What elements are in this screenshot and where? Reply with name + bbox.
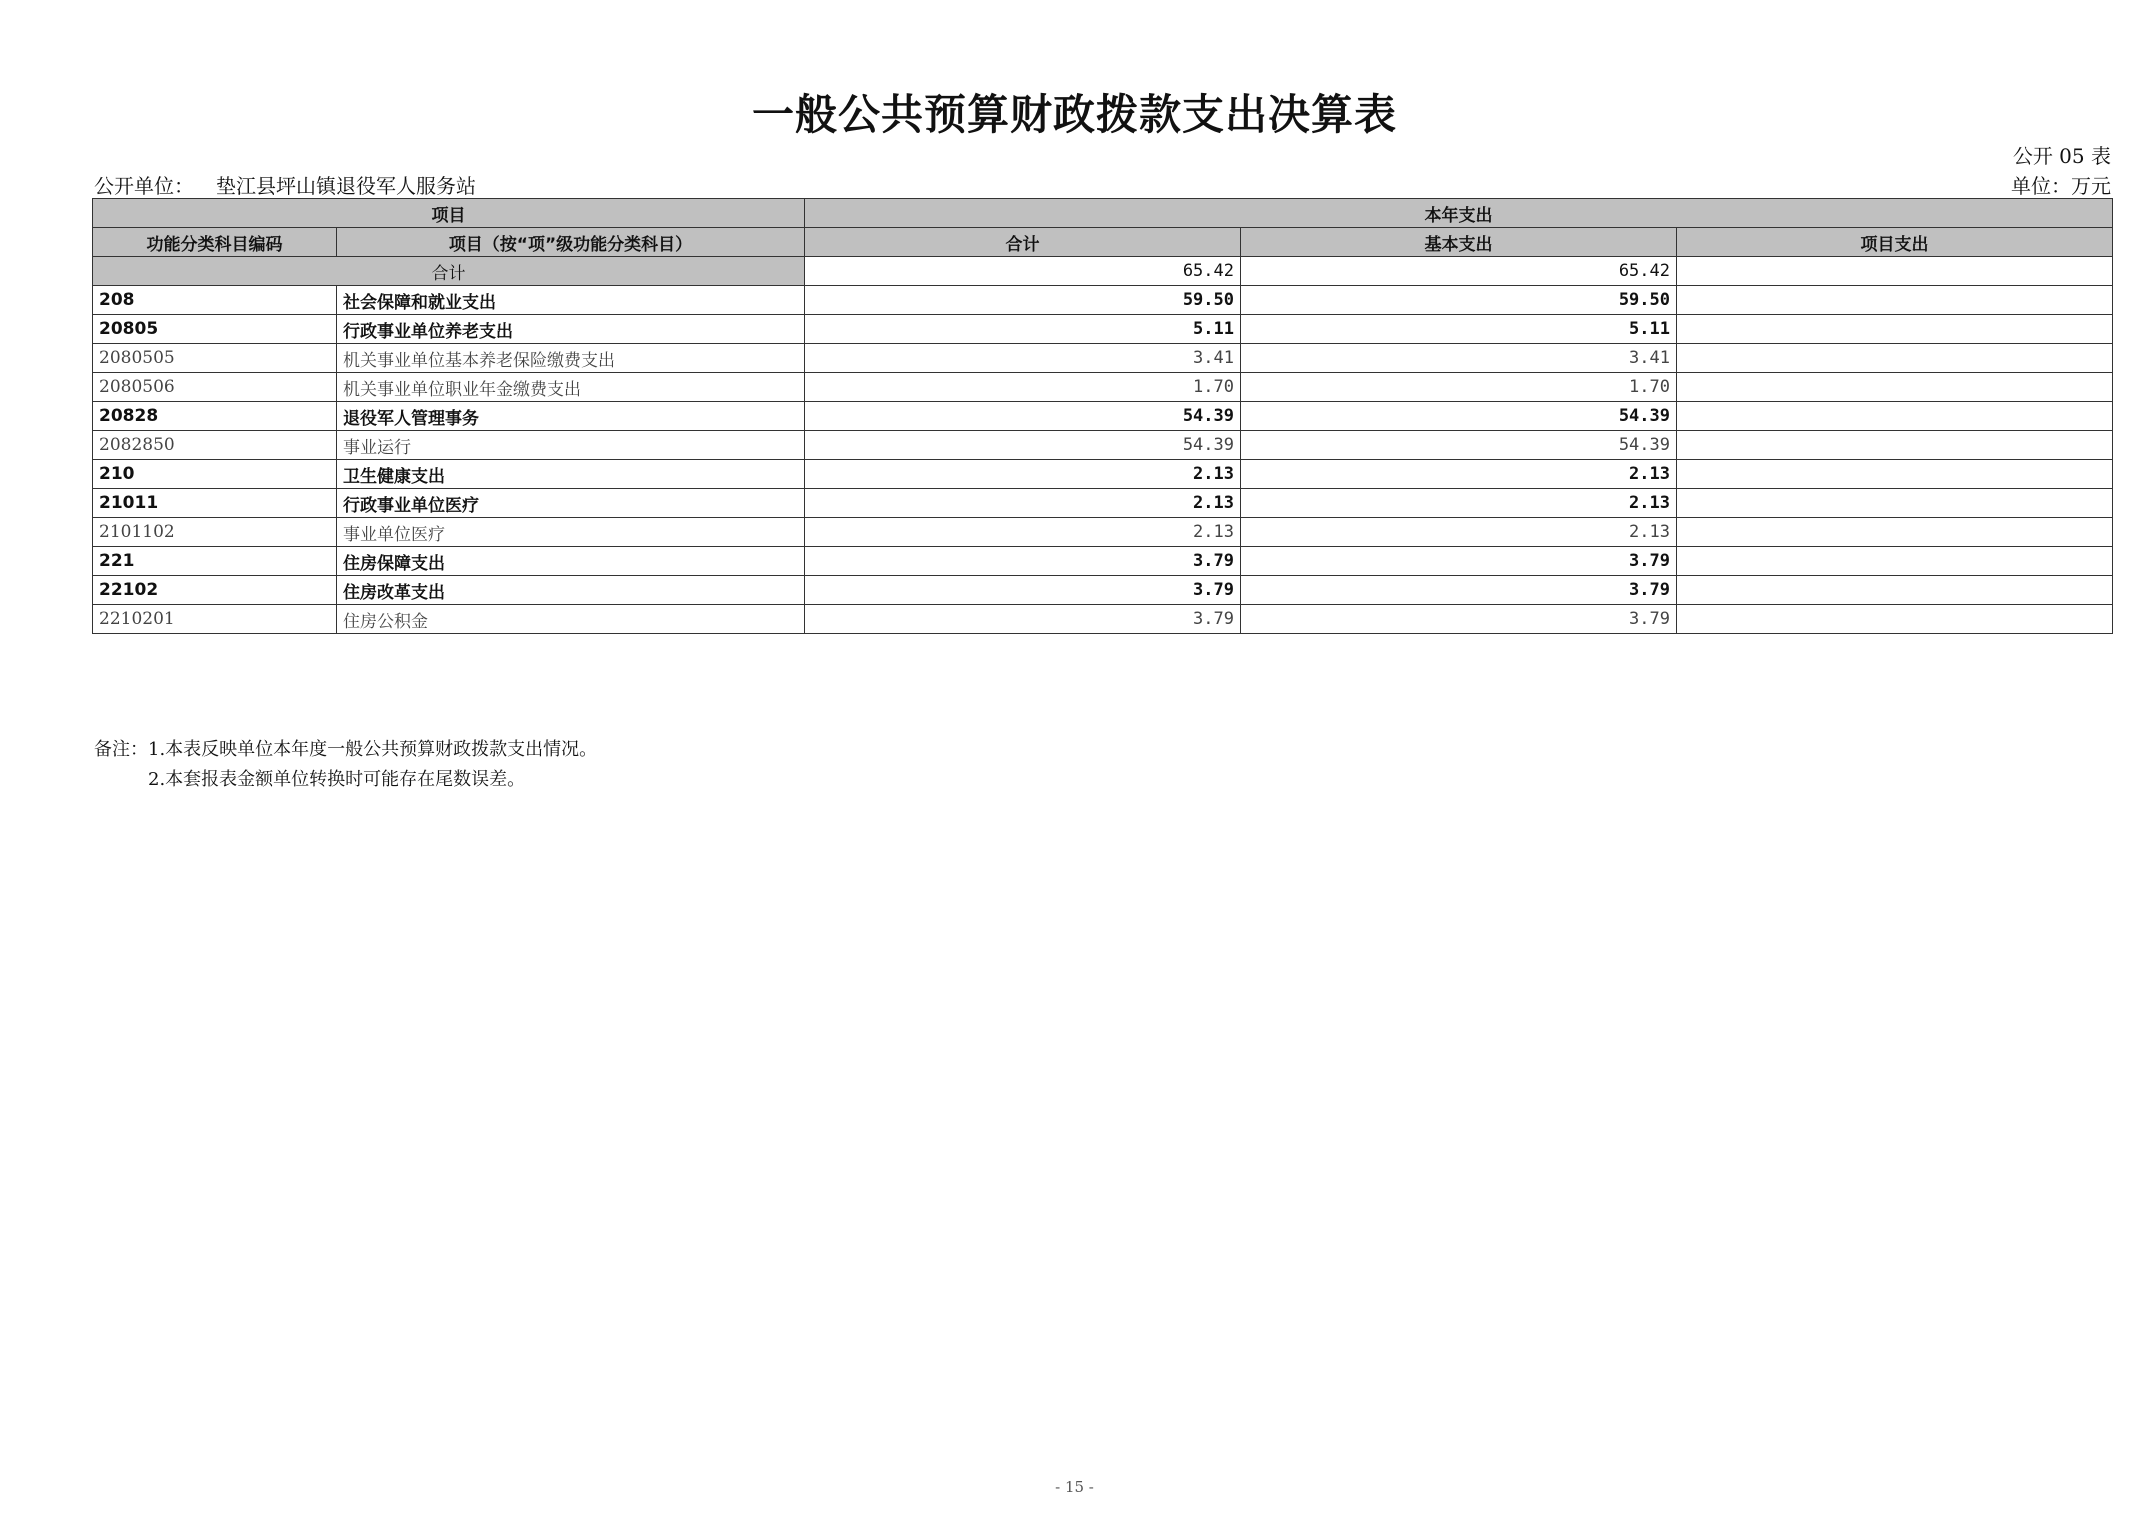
table-row (93, 431, 2113, 460)
row-project (1677, 576, 2113, 605)
total-project (1677, 257, 2113, 286)
header-project: 项目 (93, 199, 805, 228)
page-title: 一般公共预算财政拨款支出决算表 (751, 90, 1397, 139)
row-total: 2.13 (805, 518, 1241, 547)
row-basic: 54.39 (1241, 431, 1677, 460)
table-row (93, 286, 2113, 315)
row-total: 2.13 (805, 489, 1241, 518)
note-line-1: 备注：1.本表反映单位本年度一般公共预算财政拨款支出情况。 (94, 739, 598, 760)
row-project (1677, 489, 2113, 518)
total-amount: 65.42 (805, 257, 1241, 286)
row-project (1677, 402, 2113, 431)
table-row (93, 518, 2113, 547)
row-name: 卫生健康支出 (337, 460, 805, 489)
table-row (93, 344, 2113, 373)
header-project-expenditure: 项目支出 (1677, 228, 2113, 257)
row-basic: 3.41 (1241, 344, 1677, 373)
row-name: 行政事业单位养老支出 (337, 315, 805, 344)
row-basic: 2.13 (1241, 489, 1677, 518)
row-project (1677, 431, 2113, 460)
header-basic: 基本支出 (1241, 228, 1677, 257)
table-row (93, 576, 2113, 605)
row-project (1677, 344, 2113, 373)
row-total: 5.11 (805, 315, 1241, 344)
row-total: 3.79 (805, 605, 1241, 634)
row-name: 住房保障支出 (337, 547, 805, 576)
money-unit: 单位：万元 (2011, 174, 2111, 198)
header-code: 功能分类科目编码 (93, 228, 337, 257)
row-project (1677, 315, 2113, 344)
row-basic: 3.79 (1241, 547, 1677, 576)
total-label: 合计 (93, 257, 805, 286)
row-code: 2080505 (93, 344, 337, 373)
table-row (93, 605, 2113, 634)
row-name: 行政事业单位医疗 (337, 489, 805, 518)
row-code: 208 (93, 286, 337, 315)
row-total: 2.13 (805, 460, 1241, 489)
row-basic: 54.39 (1241, 402, 1677, 431)
page-number: - 15 - (1055, 1478, 1094, 1496)
row-total: 59.50 (805, 286, 1241, 315)
reporting-unit-label: 公开单位： (94, 174, 194, 198)
row-total: 54.39 (805, 431, 1241, 460)
row-basic: 3.79 (1241, 605, 1677, 634)
row-code: 2101102 (93, 518, 337, 547)
row-project (1677, 286, 2113, 315)
table-row (93, 402, 2113, 431)
total-row (93, 257, 2113, 286)
row-name: 事业单位医疗 (337, 518, 805, 547)
table-row (93, 489, 2113, 518)
expenditure-table (92, 198, 2113, 634)
header-item: 项目（按“项”级功能分类科目） (337, 228, 805, 257)
reporting-unit-name: 垫江县坪山镇退役军人服务站 (216, 174, 476, 198)
row-project (1677, 518, 2113, 547)
table-row (93, 373, 2113, 402)
row-project (1677, 605, 2113, 634)
notes (94, 735, 597, 795)
row-total: 3.79 (805, 547, 1241, 576)
row-basic: 59.50 (1241, 286, 1677, 315)
row-total: 1.70 (805, 373, 1241, 402)
row-code: 221 (93, 547, 337, 576)
note-line-2: 2.本套报表金额单位转换时可能存在尾数误差。 (148, 769, 526, 790)
row-basic: 2.13 (1241, 518, 1677, 547)
row-code: 21011 (93, 489, 337, 518)
row-name: 事业运行 (337, 431, 805, 460)
row-name: 机关事业单位职业年金缴费支出 (337, 373, 805, 402)
table-row (93, 547, 2113, 576)
row-basic: 2.13 (1241, 460, 1677, 489)
row-basic: 1.70 (1241, 373, 1677, 402)
row-name: 退役军人管理事务 (337, 402, 805, 431)
row-project (1677, 460, 2113, 489)
row-name: 住房公积金 (337, 605, 805, 634)
row-code: 2082850 (93, 431, 337, 460)
header-current-year: 本年支出 (805, 199, 2113, 228)
row-name: 社会保障和就业支出 (337, 286, 805, 315)
row-basic: 3.79 (1241, 576, 1677, 605)
row-code: 2210201 (93, 605, 337, 634)
row-code: 20828 (93, 402, 337, 431)
row-total: 3.41 (805, 344, 1241, 373)
header-total: 合计 (805, 228, 1241, 257)
row-code: 210 (93, 460, 337, 489)
reporting-unit (94, 170, 476, 199)
total-basic: 65.42 (1241, 257, 1677, 286)
row-project (1677, 373, 2113, 402)
row-code: 20805 (93, 315, 337, 344)
row-total: 3.79 (805, 576, 1241, 605)
form-number: 公开 05 表 (2012, 144, 2111, 168)
table-row (93, 315, 2113, 344)
row-project (1677, 547, 2113, 576)
row-code: 22102 (93, 576, 337, 605)
row-code: 2080506 (93, 373, 337, 402)
row-name: 机关事业单位基本养老保险缴费支出 (337, 344, 805, 373)
row-total: 54.39 (805, 402, 1241, 431)
row-basic: 5.11 (1241, 315, 1677, 344)
row-name: 住房改革支出 (337, 576, 805, 605)
table-row (93, 460, 2113, 489)
